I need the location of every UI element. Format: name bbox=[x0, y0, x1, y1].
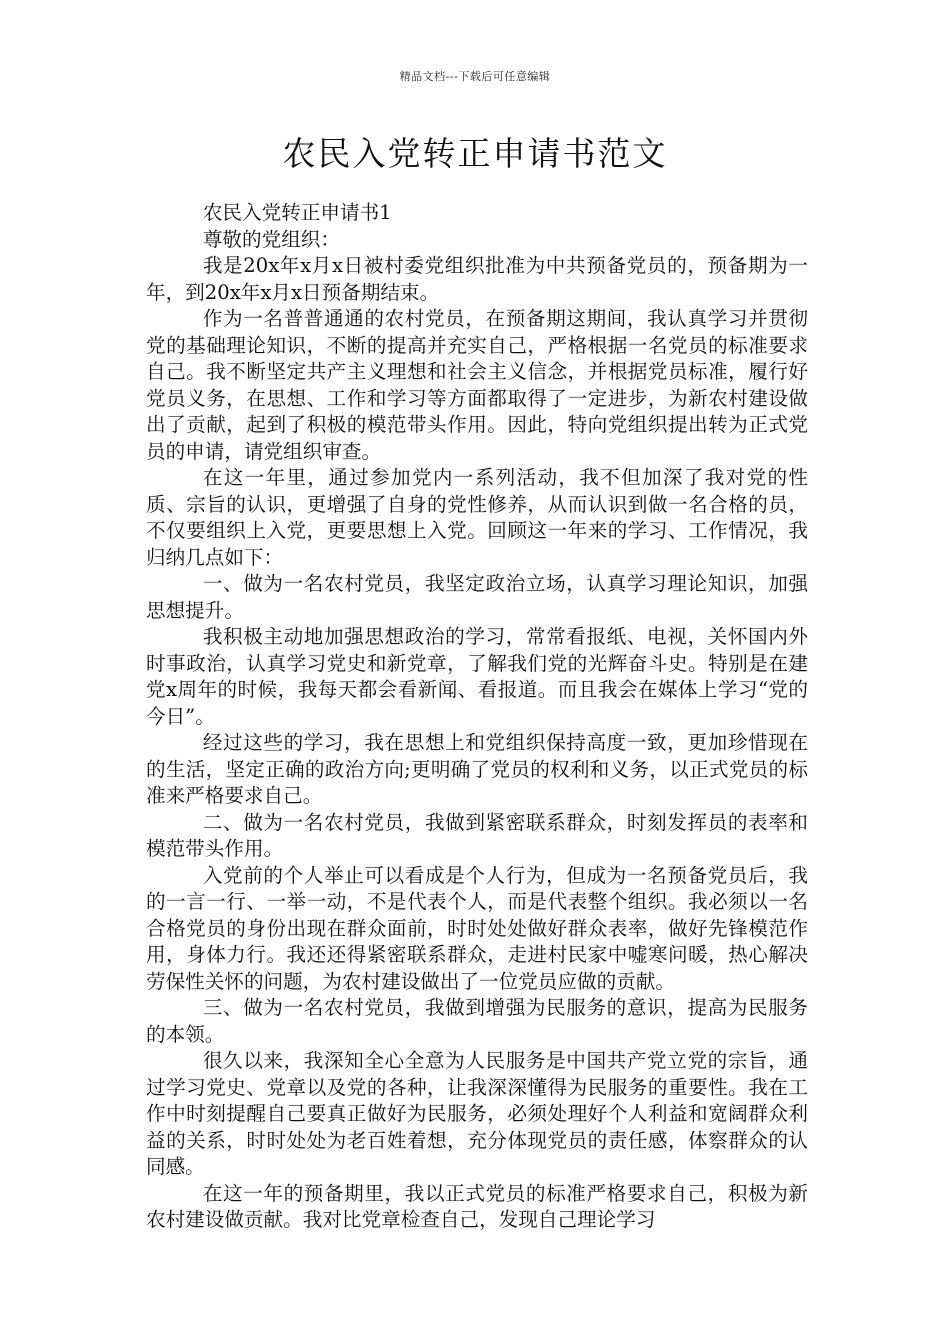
section-heading-2: 二、做为一名农村党员，我做到紧密联系群众，时刻发挥员的表率和模范带头作用。 bbox=[146, 810, 808, 860]
document-body bbox=[146, 200, 808, 1234]
paragraph-subtitle: 农民入党转正申请书1 bbox=[202, 201, 392, 224]
paragraph: 我是20x年x月x日被村委党组织批准为中共预备党员的，预备期为一年，到20x年x月x日预备期结束。 bbox=[146, 254, 808, 304]
paragraph: 经过这些的学习，我在思想上和党组织保持高度一致，更加珍惜现在的生活，坚定正确的政治方向;更明确了党员的权利和义务，以正式党员的标准来严格要求自己。 bbox=[146, 731, 808, 807]
paragraph: 在这一年的预备期里，我以正式党员的标准严格要求自己，积极为新农村建设做贡献。我对比党章检查自己，发现自己理论学习 bbox=[146, 1181, 808, 1231]
header-note: 精品文档---下载后可任意编辑 bbox=[399, 70, 551, 83]
paragraph: 在这一年里，通过参加党内一系列活动，我不但加深了我对党的性质、宗旨的认识，更增强了自身的党性修养，从而认识到做一名合格的员，不仅要组织上入党，更要思想上入党。回顾这一年来的学习、工作情况，我归纳几点如下： bbox=[146, 466, 808, 569]
paragraph-salutation: 尊敬的党组织： bbox=[202, 227, 340, 251]
paragraph: 入党前的个人举止可以看成是个人行为，但成为一名预备党员后，我的一言一行、一举一动，不是代表个人，而是代表整个组织。我必须以一名合格党员的身份出现在群众面前，时时处处做好群众表率，做好先锋模范作用，身体力行。我还还得紧密联系群众，走进村民家中嘘寒问暖，热心解决劳保性关怀的问题，为农村建设做出了一位党员应做的贡献。 bbox=[146, 863, 808, 993]
paragraph: 很久以来，我深知全心全意为人民服务是中国共产党立党的宗旨，通过学习党史、党章以及党的各种，让我深深懂得为民服务的重要性。我在工作中时刻提醒自己要真正做好为民服务，必须处理好个人利益和宽阔群众利益的关系，时时处处为老百姓着想，充分体现党员的责任感，体察群众的认同感。 bbox=[146, 1049, 808, 1178]
section-heading-1: 一、做为一名农村党员，我坚定政治立场，认真学习理论知识，加强思想提升。 bbox=[146, 572, 808, 622]
paragraph: 我积极主动地加强思想政治的学习，常常看报纸、电视，关怀国内外时事政治，认真学习党史和新党章，了解我们党的光辉奋斗史。特别是在建党x周年的时候，我每天都会看新闻、看报道。而且我会在媒体上学习“党的今日”。 bbox=[146, 625, 808, 728]
document-title: 农民入党转正申请书范文 bbox=[282, 134, 668, 173]
paragraph: 作为一名普普通通的农村党员，在预备期这期间，我认真学习并贯彻党的基础理论知识，不断的提高并充实自己，严格根据一名党员的标准要求自己。我不断坚定共产主义理想和社会主义信念，并根据党员标准，履行好党员义务，在思想、工作和学习等方面都取得了一定进步，为新农村建设做出了贡献，起到了积极的模范带头作用。因此，特向党组织提出转为正式党员的申请，请党组织审查。 bbox=[146, 307, 808, 463]
section-heading-3: 三、做为一名农村党员，我做到增强为民服务的意识，提高为民服务的本领。 bbox=[146, 996, 808, 1046]
